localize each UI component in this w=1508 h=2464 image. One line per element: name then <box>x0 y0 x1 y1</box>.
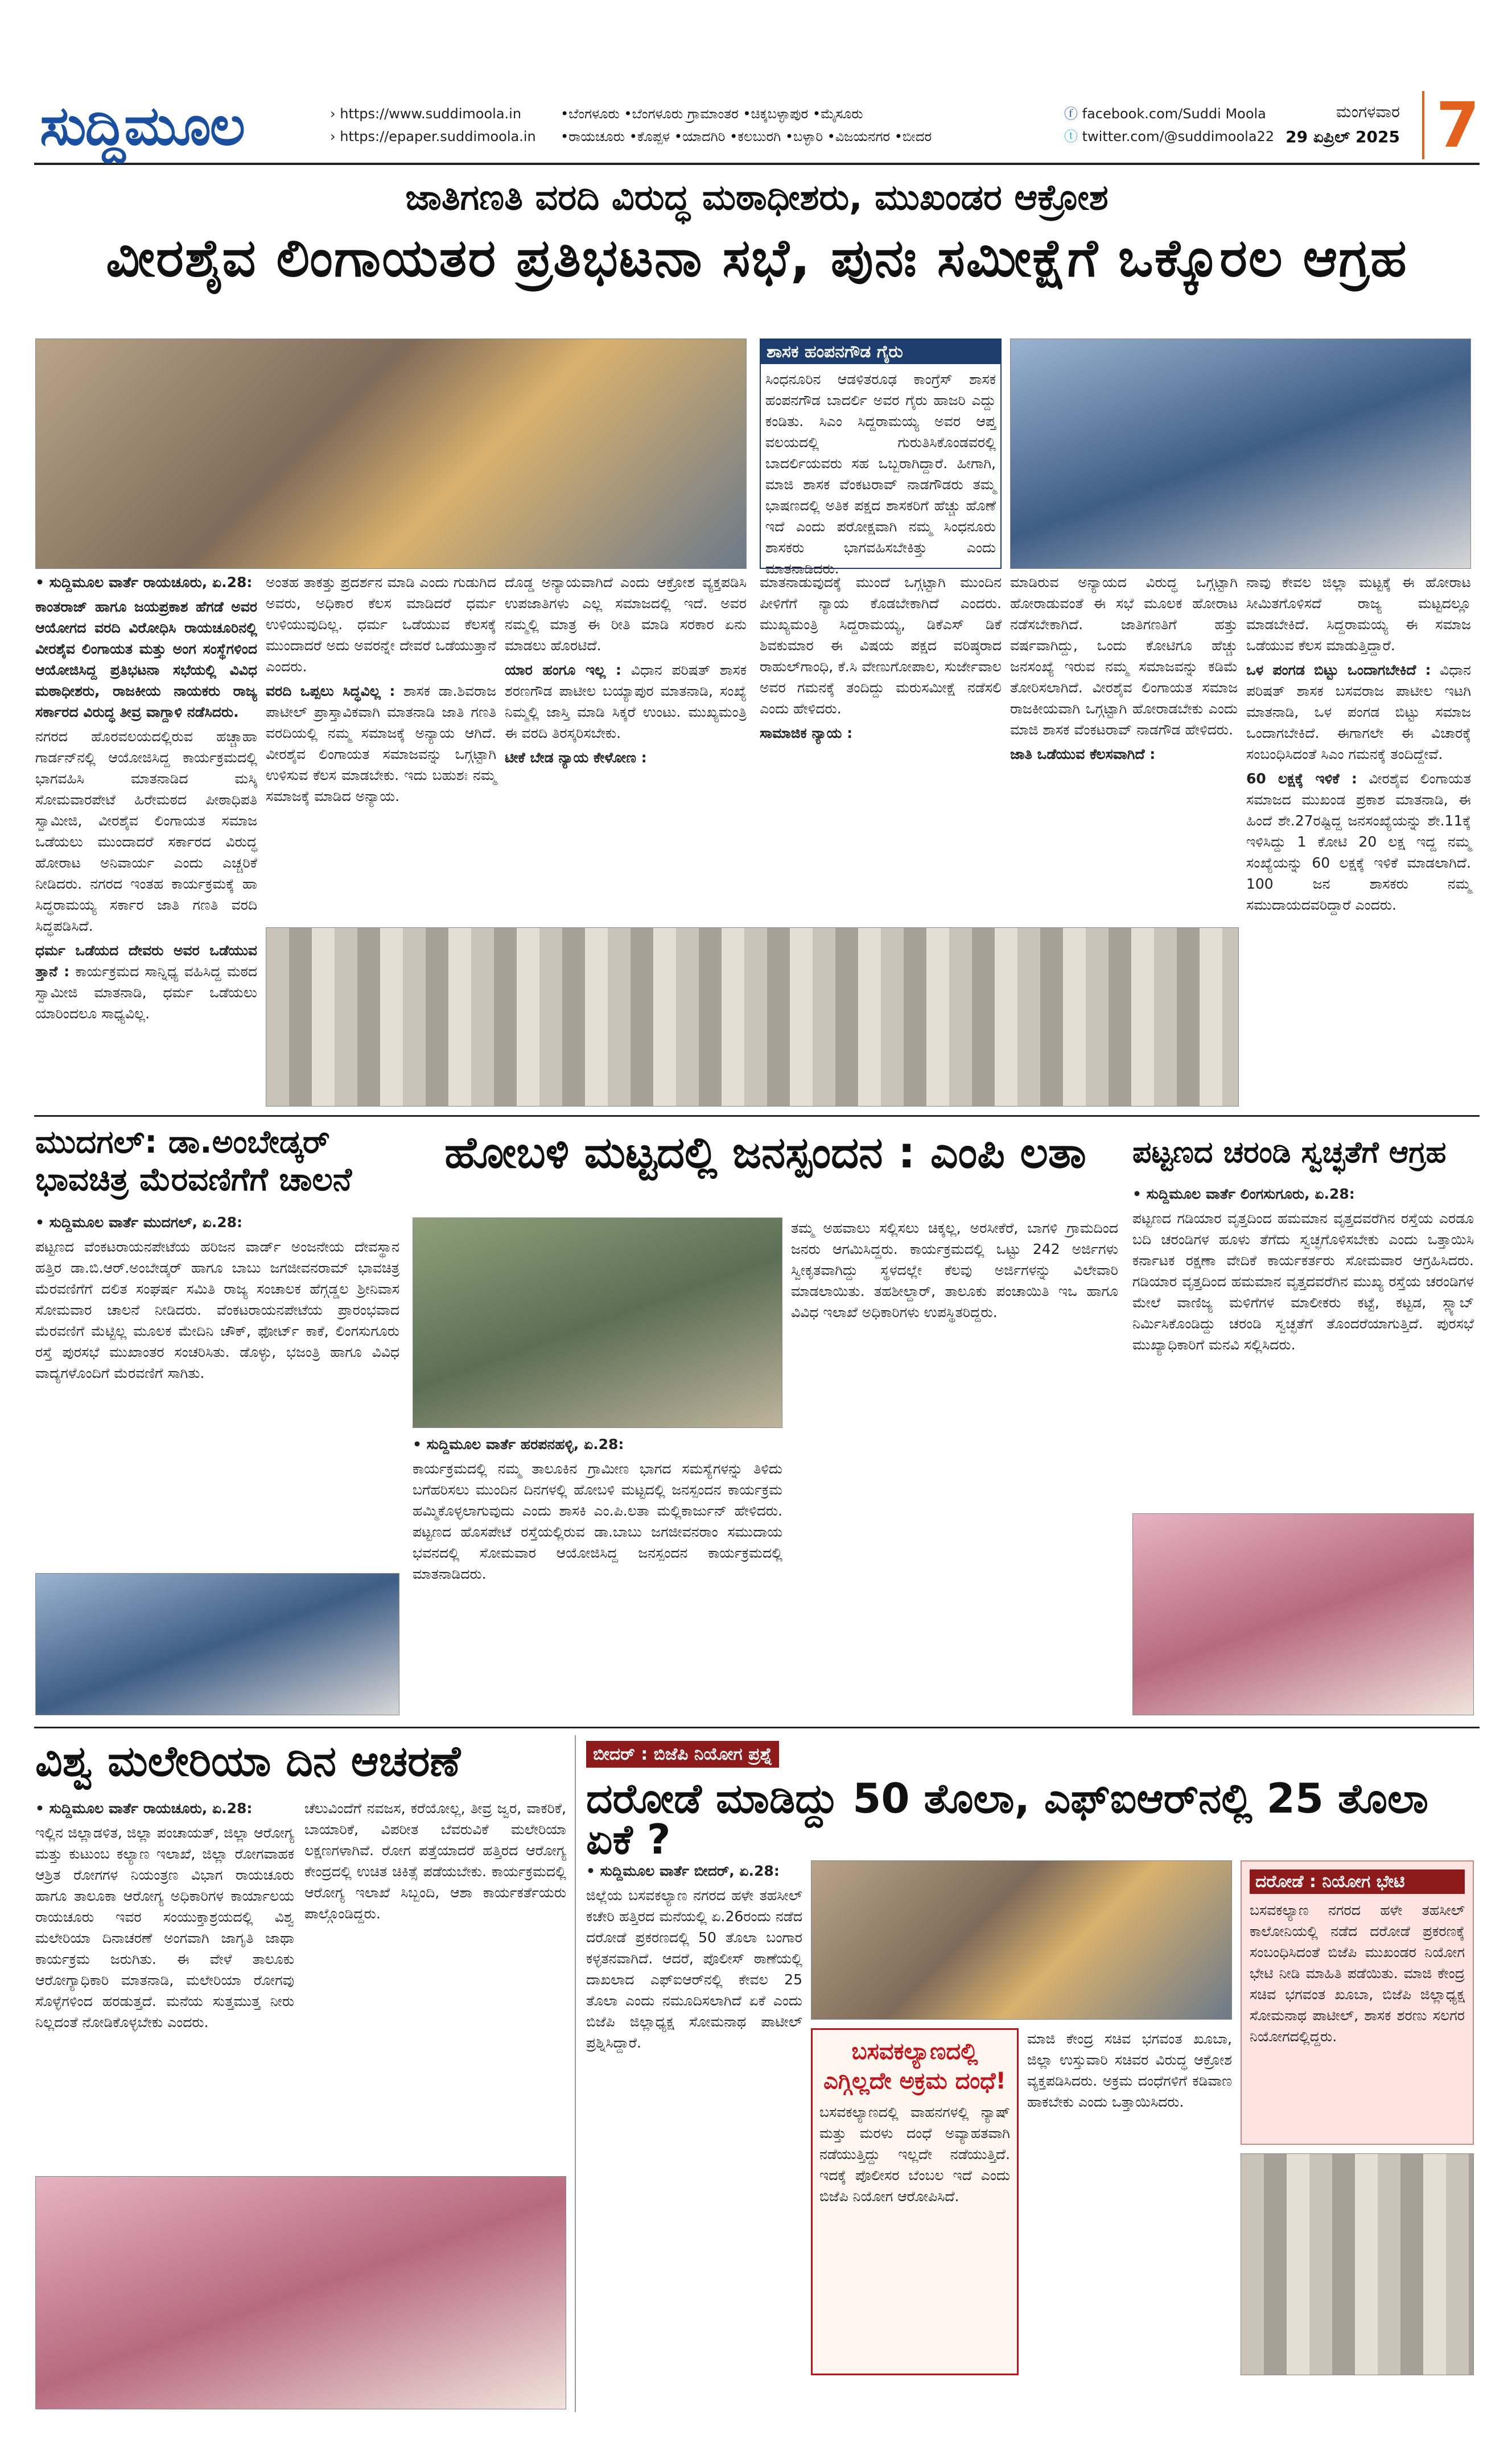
bidar-visit-box <box>1241 1860 1474 2145</box>
facebook-link[interactable]: facebook.com/Suddi Moola <box>1082 106 1266 122</box>
janaspandana-headline: ಹೋಬಳಿ ಮಟ್ಟದಲ್ಲಿ ಜನಸ್ಪಂದನ : ಎಂಪಿ ಲತಾ <box>444 1127 1086 1178</box>
lead-photo-rally <box>1010 339 1471 569</box>
mudagal-text: ಪಟ್ಟಣದ ವೆಂಕಟರಾಯನಪೇಟೆಯ ಹರಿಜನ ವಾರ್ಡ್ ಅಂಜನೇಯ ದೇವಸ್ಥಾನ ಹತ್ತಿರ ಡಾ.ಬಿ.ಆರ್.ಅಂಬೇಡ್ಕರ್ ಹಾಗೂ ಬಾಬು ಜಗಜೀವನರಾಮ್ ಭಾವಚಿತ್ರ ಮೆರವಣಿಗೆಗೆ ದಲಿತ ಸಂಘರ್ಷ ಸಮಿತಿ ರಾಜ್ಯ ಸಂಚಾಲಕ ಹೆಗ್ಗಡ್ಡಲ ಶ್ರೀನಿವಾಸ ಸೋಮವಾರ ಚಾಲನೆ ನೀಡಿದರು. ವೆಂಕಟರಾಯನಪೇಟೆಯ ಪ್ರಾರಂಭವಾದ ಮೆರವಣಿಗೆ ಮೆಟ್ಟಿಲ್ಲ ಮೂಲಕ ಮೇದಿನಿ ಚೌಕ್, ಫೋರ್ಟ್ ಕಾಕೆ, ಲಿಂಗಸುಗೂರು ರಸ್ತೆ ಪುರಸಭೆ ಮುಖಾಂತರ ಸಂಚರಿಸಿತು. ಡೊಳ್ಳು, ಭಜಂತ್ರಿ ಹಾಗೂ ವಿವಿಧ ವಾದ್ಯಗಳೊಂದಿಗೆ ಮೆರವಣಿಗೆ ಸಾಗಿತು. <box>35 1239 399 1381</box>
lead-col1-text: ನಗರದ ಹೊರವಲಯದಲ್ಲಿರುವ ಹಚ್ಚಾಹಾ ಗಾರ್ಡನ್‌ನಲ್ಲಿ ಆಯೋಜಿಸಿದ್ದ ಕಾರ್ಯಕ್ರಮದಲ್ಲಿ ಭಾಗವಹಿಸಿ ಮಾತನಾಡಿದ ಮಸ್ಕಿ ಸೋಮವಾರಪೇಟೆ ಹಿರೇಮಠದ ಪೀಠಾಧಿಪತಿ ಸ್ವಾಮೀಜಿ, ವೀರಶೈವ ಲಿಂಗಾಯತ ಸಮಾಜ ಒಡೆಯಲು ಮುಂದಾದರೆ ಸರ್ಕಾರದ ವಿರುದ್ಧ ಹೋರಾಟ ಅನಿವಾರ್ಯ ಎಂದು ಎಚ್ಚರಿಕೆ ನೀಡಿದರು. ನಗರದ ಇಂತಹ ಕಾರ್ಯಕ್ರಮಕ್ಕೆ ಹಾ ಸಿದ್ಧರಾಮಯ್ಯ ಸರ್ಕಾರ ಜಾತಿ ಗಣತಿ ವರದಿ ಸಿದ್ಧಪಡಿಸಿದೆ. <box>35 728 257 934</box>
social-links <box>1064 102 1274 148</box>
newspaper-logo: ಸುದ್ದಿಮೂಲ <box>40 94 245 158</box>
drainage-text: ಪಟ್ಟಣದ ಗಡಿಯಾರ ವೃತ್ತದಿಂದ ಹಮಮಾನ ವೃತ್ತದವರೆಗಿನ ರಸ್ತೆಯ ಎರಡೂ ಬದಿ ಚರಂಡಿಗಳ ಹೂಳು ತೆಗೆದು ಸ್ವಚ್ಛಗೊಳಿಸಬೇಕು ಎಂದು ಒತ್ತಾಯಿಸಿ ಕರ್ನಾಟಕ ರಕ್ಷಣಾ ವೇದಿಕೆ ಕಾರ್ಯಕರ್ತರು ಸೋಮವಾರ ಆಗ್ರಹಿಸಿದರು. ಗಡಿಯಾರ ವೃತ್ತದಿಂದ ಹಮಮಾನ ವೃತ್ತದವರೆಗಿನ ಮುಖ್ಯ ರಸ್ತೆಯ ಚರಂಡಿಗಳ ಮೇಲೆ ವಾಣಿಜ್ಯ ಮಳಿಗೆಗಳ ಮಾಲೀಕರು ಕಟ್ಟೆ, ಕಟ್ಟಡ, ಸ್ಲ್ಯಾಬ್ ನಿರ್ಮಿಸಿಕೊಂಡಿದ್ದು ಚರಂಡಿ ಸ್ವಚ್ಛತೆಗೆ ತೊಂದರೆಯಾಗುತ್ತಿದೆ. ಪುರಸಭೆ ಮುಖ್ಯಾಧಿಕಾರಿಗೆ ಮನವಿ ಸಲ್ಲಿಸಿದರು. <box>1132 1210 1474 1353</box>
lead-column-1 <box>35 572 257 1107</box>
column-rule <box>575 1735 576 2412</box>
malaria-text: ಇಲ್ಲಿನ ಜಿಲ್ಲಾಡಳಿತ, ಜಿಲ್ಲಾ ಪಂಚಾಯತ್, ಜಿಲ್ಲಾ ಆರೋಗ್ಯ ಮತ್ತು ಕುಟುಂಬ ಕಲ್ಯಾಣ ಇಲಾಖೆ, ಜಿಲ್ಲಾ ರೋಗವಾಹಕ ಆಶ್ರಿತ ರೋಗಗಳ ನಿಯಂತ್ರಣ ವಿಭಾಗ ರಾಯಚೂರು ಹಾಗೂ ತಾಲೂಕಾ ಆರೋಗ್ಯ ಅಧಿಕಾರಿಗಳ ಕಾರ್ಯಾಲಯ ರಾಯಚೂರು ಇವರ ಸಂಯುಕ್ತಾಶ್ರಯದಲ್ಲಿ ವಿಶ್ವ ಮಲೇರಿಯಾ ದಿನಾಚರಣೆ ಅಂಗವಾಗಿ ಜಾಗೃತಿ ಜಾಥಾ ಕಾರ್ಯಕ್ರಮ ಜರುಗಿತು. ಈ ವೇಳೆ ತಾಲೂಕು ಆರೋಗ್ಯಾಧಿಕಾರಿ ಮಾತನಾಡಿ, ಮಲೇರಿಯಾ ರೋಗವು ಸೊಳ್ಳೆಗಳಿಂದ ಹರಡುತ್ತದೆ. ಮನೆಯ ಸುತ್ತಮುತ್ತ ನೀರು ನಿಲ್ಲದಂತೆ ನೋಡಿಕೊಳ್ಳಬೇಕು ಎಂದರು. <box>35 1825 294 2030</box>
lead-subhead-6: ಜಾತಿ ಒಡೆಯುವ ಕೆಲಸವಾಗಿದೆ : <box>1010 746 1156 762</box>
cities-row-1: •ಬೆಂಗಳೂರು •ಬೆಂಗಳೂರು ಗ್ರಾಮಾಂತರ •ಚಿಕ್ಕಬಳ್ಳಾಪುರ •ಮೈಸೂರು <box>561 106 863 122</box>
lead-col6-text: ನಾವು ಕೇವಲ ಜಿಲ್ಲಾ ಮಟ್ಟಕ್ಕೆ ಈ ಹೋರಾಟ ಸೀಮಿತಗೊಳಿಸದೆ ರಾಜ್ಯ ಮಟ್ಟದಲ್ಲೂ ಮಾಡಬೇಕಿದೆ. ಸಿದ್ದರಾಮಯ್ಯ ಈ ಸಮಾಜ ಒಡೆಯುವ ಕೆಲಸ ಮಾಡುತ್ತಿದ್ದಾರೆ. <box>1246 574 1471 654</box>
epaper-link[interactable]: https://epaper.suddimoola.in <box>340 129 536 145</box>
bidar-visit-heading: ದರೋಡೆ : ನಿಯೋಗ ಭೇಟಿ <box>1250 1869 1465 1894</box>
bidar-col-1 <box>586 1860 802 2372</box>
mudagal-photo-procession <box>35 1573 399 1715</box>
lead-col4b-text: ಮಾತನಾಡುವುದಕ್ಕೆ ಮುಂದೆ ಒಗ್ಗಟ್ಟಾಗಿ ಮುಂದಿನ ಪೀಳಿಗೆಗೆ ನ್ಯಾಯ ಕೊಡಬೇಕಾಗಿದೆ ಎಂದರು. ಮುಖ್ಯಮಂತ್ರಿ ಸಿದ್ದರಾಮಯ್ಯ, ಡಿಕೆಎಸ್ ಡಿಕೆ ಶಿವಕುಮಾರ ಈ ವಿಷಯ ಪಕ್ಷದ ವರಿಷ್ಠರಾದ ರಾಹುಲ್‌ಗಾಂಧಿ, ಕೆ.ಸಿ ವೇಣುಗೋಪಾಲ, ಸುರ್ಜೇವಾಲ ಅವರ ಗಮನಕ್ಕೆ ತಂದಿದ್ದು ಮರುಸಮೀಕ್ಷೆ ನಡೆಸಲಿ ಎಂದು ಹೇಳಿದರು. <box>760 574 1002 717</box>
bidar-quote-box <box>811 2028 1019 2375</box>
cities-row-2: •ರಾಯಚೂರು •ಕೊಪ್ಪಳ •ಯಾದಗಿರಿ •ಕಲಬುರಗಿ •ಬಳ್ಳಾರಿ •ವಿಜಯನಗರ •ಬೀದರ <box>561 129 932 145</box>
lead-subhead-1: ಧರ್ಮ ಒಡೆಯದ ದೇವರು ಅವರ ಒಡೆಯುವ ತ್ತಾನೆ : <box>35 942 257 980</box>
janaspandana-dateline: • ಸುದ್ದಿಮೂಲ ವಾರ್ತೆ ಹರಪನಹಳ್ಳಿ, ಏ.28: <box>413 1436 624 1452</box>
malaria-dateline: • ಸುದ್ದಿಮೂಲ ವಾರ್ತೆ ರಾಯಚೂರು, ಏ.28: <box>35 1800 253 1817</box>
bidar-visit-text: ಬಸವಕಲ್ಯಾಣ ನಗರದ ಹಳೇ ತಹಸೀಲ್ ಕಾಲೋನಿಯಲ್ಲಿ ನಡೆದ ದರೋಡೆ ಪ್ರಕರಣಕ್ಕೆ ಸಂಬಂಧಿಸಿದಂತೆ ಬಿಜೆಪಿ ಮುಖಂಡರ ನಿಯೋಗ ಭೇಟಿ ನೀಡಿ ಮಾಹಿತಿ ಪಡೆಯಿತು. ಮಾಜಿ ಕೇಂದ್ರ ಸಚಿವ ಭಗವಂತ ಖೂಬಾ, ಬಿಜೆಪಿ ಜಿಲ್ಲಾಧ್ಯಕ್ಷ ಸೋಮನಾಥ ಪಾಟೀಲ್, ಶಾಸಕ ಶರಣು ಸಲಗರ ನಿಯೋಗದಲ್ಲಿದ್ದರು. <box>1250 1902 1465 2045</box>
bidar-photo-leaders <box>811 1860 1232 2020</box>
sidebar-hampanagouda <box>760 339 1002 577</box>
issue-day: ಮಂಗಳವಾರ <box>1336 102 1400 121</box>
lead-col6b-text: ವಿಧಾನ ಪರಿಷತ್ ಶಾಸಕ ಬಸವರಾಜ ಪಾಟೀಲ ಇಟಗಿ ಮಾತನಾಡಿ, ಒಳ ಪಂಗಡ ಬಿಟ್ಟು ಸಮಾಜ ಒಂದಾಗಬೇಕಿದೆ. ಈಗಾಗಲೇ ಈ ವಿಚಾರಕ್ಕೆ ಸಂಬಂಧಿಸಿದಂತೆ ಸಿಎಂ ಗಮನಕ್ಕೆ ತಂದಿದ್ದೇವೆ. <box>1246 662 1471 762</box>
lead-subhead-2: ವರದಿ ಒಪ್ಪಲು ಸಿದ್ಧವಿಲ್ಲ : <box>266 683 395 699</box>
sidebar-body: ಸಿಂಧನೂರಿನ ಆಡಳಿತರೂಢ ಕಾಂಗ್ರೆಸ್ ಶಾಸಕ ಹಂಪನಗೌಡ ಬಾದರ್ಲಿ ಅವರ ಗೈರು ಹಾಜರಿ ಎದ್ದು ಕಂಡಿತು. ಸಿಎಂ ಸಿದ್ದರಾಮಯ್ಯ ಅವರ ಆಪ್ತ ವಲಯದಲ್ಲಿ ಗುರುತಿಸಿಕೊಂಡವರಲ್ಲಿ ಬಾದರ್ಲಿಯವರು ಸಹ ಒಬ್ಬರಾಗಿದ್ದಾರೆ. ಹೀಗಾಗಿ, ಮಾಜಿ ಶಾಸಕ ವೆಂಕಟರಾವ್ ನಾಡಗೌಡರು ತಮ್ಮ ಭಾಷಣದಲ್ಲಿ ಅತಿಕ ಪಕ್ಷದ ಶಾಸಕರಿಗೆ ಹೆಚ್ಚು ಹೊಣೆ ಇದೆ ಎಂದು ಪರೋಕ್ಷವಾಗಿ ನಮ್ಮ ಸಿಂಧನೂರು ಶಾಸಕರು ಭಾಗವಹಿಸಬೇಕಿತ್ತು ಎಂದು ಮಾತನಾಡಿದರು. <box>765 371 996 577</box>
janaspandana-text-2: ತಮ್ಮ ಅಹವಾಲು ಸಲ್ಲಿಸಲು ಚಿಕ್ಕಲ್ಲ, ಅರಸೀಕೆರೆ, ಬಾಗಳಿ ಗ್ರಾಮದಿಂದ ಜನರು ಆಗಮಿಸಿದ್ದರು. ಕಾರ್ಯಕ್ರಮದಲ್ಲಿ ಒಟ್ಟು 242 ಅರ್ಜಿಗಳು ಸ್ವೀಕೃತವಾಗಿದ್ದು ಸ್ಥಳದಲ್ಲೇ ಕೆಲವು ಅರ್ಜಿಗಳನ್ನು ವಿಲೇವಾರಿ ಮಾಡಲಾಯಿತು. ತಹಶೀಲ್ದಾರ್, ತಾಲೂಕು ಪಂಚಾಯಿತಿ ಇಒ ಹಾಗೂ ವಿವಿಧ ಇಲಾಖೆ ಅಧಿಕಾರಿಗಳು ಉಪಸ್ಥಿತರಿದ್ದರು. <box>791 1220 1118 1320</box>
website-links <box>330 102 536 148</box>
issue-date <box>1285 100 1400 150</box>
lead-col2b-text: ಶಾಸಕ ಡಾ.ಶಿವರಾಜ ಪಾಟೀಲ್ ಪ್ರಾಸ್ತಾವಿಕವಾಗಿ ಮಾತನಾಡಿ ಜಾತಿ ಗಣತಿ ವರದಿಯಲ್ಲಿ ನಮ್ಮ ಸಮಾಜಕ್ಕೆ ಅನ್ಯಾಯ ಆಗಿದೆ. ವೀರಶೈವ ಲಿಂಗಾಯತ ಸಮಾಜವನ್ನು ಒಗ್ಗಟ್ಟಾಗಿ ಉಳಿಸುವ ಕೆಲಸ ಮಾಡಬೇಕು. ಇದು ಬಹುಶಃ ನಮ್ಮ ಸಮಾಜಕ್ಕೆ ಮಾಡಿದ ಅನ್ಯಾಯ. <box>266 683 497 804</box>
malaria-col-2 <box>304 1798 566 2168</box>
malaria-headline: ವಿಶ್ವ ಮಲೇರಿಯಾ ದಿನ ಆಚರಣೆ <box>35 1737 461 1786</box>
page-number: 7 <box>1422 91 1480 159</box>
mudagal-dateline: • ಸುದ್ದಿಮೂಲ ವಾರ್ತೆ ಮುದಗಲ್, ಏ.28: <box>35 1214 243 1231</box>
drainage-dateline: • ಸುದ್ದಿಮೂಲ ವಾರ್ತೆ ಲಿಂಗಸುಗೂರು, ಏ.28: <box>1132 1186 1355 1202</box>
lead-col1b-text: ಕಾರ್ಯಕ್ರಮದ ಸಾನ್ನಿಧ್ಯ ವಹಿಸಿದ್ದ ಮಠದ ಸ್ವಾಮೀಜಿ ಮಾತನಾಡಿ, ಧರ್ಮ ಒಡೆಯಲು ಯಾರಿಂದಲೂ ಸಾಧ್ಯವಿಲ್ಲ. <box>35 963 258 1022</box>
lead-col2-text: ಅಂತಹ ತಾಕತ್ತು ಪ್ರದರ್ಶನ ಮಾಡಿ ಎಂದು ಗುಡುಗಿದ ಅವರು, ಅಧಿಕಾರ ಕೆಲಸ ಮಾಡಿದರೆ ಧರ್ಮ ಉಳಿಯುವುದಿಲ್ಲ. ಧರ್ಮ ಒಡೆಯುವ ಕೆಲಸಕ್ಕೆ ಮುಂದಾದರೆ ಅದು ಅವರನ್ನೇ ದೇವರೆ ಒಡೆಯುತ್ತಾನೆ ಎಂದರು. <box>266 574 496 675</box>
twitter-link[interactable]: twitter.com/@suddimoola22 <box>1082 129 1275 145</box>
janaspandana-col-right <box>791 1217 1118 1718</box>
bidar-text-1: ಜಿಲ್ಲೆಯ ಬಸವಕಲ್ಯಾಣ ನಗರದ ಹಳೇ ತಹಸೀಲ್ ಕಚೇರಿ ಹತ್ತಿರದ ಮನೆಯಲ್ಲಿ ಏ.26ರಂದು ನಡೆದ ದರೋಡೆ ಪ್ರಕರಣದಲ್ಲಿ 50 ತೊಲಾ ಬಂಗಾರ ಕಳ್ಳತನವಾಗಿದೆ. ಆದರೆ, ಪೊಲೀಸ್ ಠಾಣೆಯಲ್ಲಿ ದಾಖಲಾದ ಎಫ್‌ಐಆರ್‌ನಲ್ಲಿ ಕೇವಲ 25 ತೊಲಾ ಎಂದು ನಮೂದಿಸಲಾಗಿದೆ ಏಕೆ ಎಂದು ಬಿಜೆಪಿ ಜಿಲ್ಲಾಧ್ಯಕ್ಷ ಸೋಮನಾಥ ಪಾಟೀಲ್ ಪ್ರಶ್ನಿಸಿದ್ದಾರೆ. <box>586 1887 802 2051</box>
lead-subhead-5: ಸಾಮಾಜಿಕ ನ್ಯಾಯ : <box>760 725 853 741</box>
lead-col6c-text: ವೀರಶೈವ ಲಿಂಗಾಯತ ಸಮಾಜದ ಮುಖಂಡ ಪ್ರಕಾಶ ಮಾತನಾಡಿ, ಈ ಹಿಂದೆ ಶೇ.27ರಷ್ಟಿದ್ದ ಜನಸಂಖ್ಯೆಯನ್ನು ಶೇ.11ಕ್ಕೆ ಇಳಿಸಿದ್ದು 1 ಕೋಟಿ 20 ಲಕ್ಷ ಇದ್ದ ನಮ್ಮ ಸಂಖ್ಯೆಯನ್ನು 60 ಲಕ್ಷಕ್ಕೆ ಇಳಿಕೆ ಮಾಡಲಾಗಿದೆ. 100 ಜನ ಶಾಸಕರು ನಮ್ಮ ಸಮುದಾಯದವರಿದ್ದಾರೆ ಎಂದರು. <box>1246 770 1471 913</box>
malaria-text-2: ಚೆಲುವಿಂದೆಗೆ ನವಜಸ, ಕರೆಯೋಲ್ಲ, ತೀವ್ರ ಜ್ವರ, ವಾಕರಿಕೆ, ಬಾಯಾರಿಕೆ, ವಿಪರೀತ ಬೆವರುವಿಕೆ ಮಲೇರಿಯಾ ಲಕ್ಷಣಗಳಾಗಿವೆ. ರೋಗ ಪತ್ತೆಯಾದರೆ ಹತ್ತಿರದ ಆರೋಗ್ಯ ಕೇಂದ್ರದಲ್ಲಿ ಉಚಿತ ಚಿಕಿತ್ಸೆ ಪಡೆಯಬೇಕು. ಕಾರ್ಯಕ್ರಮದಲ್ಲಿ ಆರೋಗ್ಯ ಇಲಾಖೆ ಸಿಬ್ಬಂದಿ, ಆಶಾ ಕಾರ್ಯಕರ್ತೆಯರು ಪಾಲ್ಗೊಂಡಿದ್ದರು. <box>304 1800 566 1922</box>
lead-column-5 <box>1010 572 1238 924</box>
lead-kicker: ಜಾತಿಗಣತಿ ವರದಿ ವಿರುದ್ಧ ಮಠಾಧೀಶರು, ಮುಖಂಡರ ಆಕ್ರೋಶ <box>405 176 1109 218</box>
janaspandana-photo-1 <box>413 1217 782 1428</box>
link-arrow-icon: › <box>330 106 340 122</box>
lead-subhead-7: ಒಳ ಪಂಗಡ ಬಿಟ್ಟು ಒಂದಾಗಬೇಕಿದೆ : <box>1246 662 1431 678</box>
bidar-dateline: • ಸುದ್ದಿಮೂಲ ವಾರ್ತೆ ಬೀದರ್, ಏ.28: <box>586 1863 780 1879</box>
twitter-icon: ⓣ <box>1064 129 1078 145</box>
malaria-col-1 <box>35 1798 294 2168</box>
lead-col5-text: ಮಾಡಿರುವ ಅನ್ಯಾಯದ ವಿರುದ್ಧ ಒಗ್ಗಟ್ಟಾಗಿ ಹೋರಾಡುವಂತೆ ಈ ಸಭೆ ಮೂಲಕ ಹೋರಾಟ ನಡೆಸಬೇಕಾಗಿದೆ. ಜಾತಿಗಣತಿಗೆ ಹತ್ತು ವರ್ಷವಾಗಿದ್ದು, ಒಂದು ಕೋಟಿಗೂ ಹೆಚ್ಚು ಜನಸಂಖ್ಯೆ ಇರುವ ನಮ್ಮ ಸಮಾಜವನ್ನು ಕಡಿಮೆ ತೋರಿಸಲಾಗಿದೆ. ವೀರಶೈವ ಲಿಂಗಾಯತ ಸಮಾಜ ರಾಜಕೀಯವಾಗಿ ಒಗ್ಗಟ್ಟಾಗಿ ಹೋರಾಡಬೇಕು ಎಂದು ಮಾಜಿ ಶಾಸಕ ವೆಂಕಟರಾವ್ ನಾಡಗೌಡ ಹೇಳಿದರು. <box>1010 574 1238 738</box>
bidar-text-2: ಮಾಜಿ ಕೇಂದ್ರ ಸಚಿವ ಭಗವಂತ ಖೂಬಾ, ಜಿಲ್ಲಾ ಉಸ್ತುವಾರಿ ಸಚಿವರ ವಿರುದ್ಧ ಆಕ್ರೋಶ ವ್ಯಕ್ತಪಡಿಸಿದರು. ಅಕ್ರಮ ದಂಧೆಗಳಿಗೆ ಕಡಿವಾಣ ಹಾಕಬೇಕು ಎಂದು ಒತ್ತಾಯಿಸಿದರು. <box>1027 2030 1232 2110</box>
bidar-col-3 <box>1027 2028 1232 2375</box>
lead-column-6 <box>1246 572 1471 1107</box>
section-divider <box>34 1115 1480 1117</box>
bidar-headline: ದರೋಡೆ ಮಾಡಿದ್ದು 50 ತೊಲಾ, ಎಫ್‌ಐಆರ್‌ನಲ್ಲಿ 25 ತೊಲಾ ಏಕೆ ? <box>586 1774 1429 1863</box>
lead-col3-text: ದೊಡ್ಡ ಅನ್ಯಾಯವಾಗಿದೆ ಎಂದು ಆಕ್ರೋಶ ವ್ಯಕ್ತಪಡಿಸಿ ಉಪಜಾತಿಗಳು ಎಲ್ಲ ಸಮಾಜದಲ್ಲಿ ಇದೆ. ಅವರ ನಮ್ಮಲ್ಲಿ ಮಾತ್ರ ಈ ರೀತಿ ಮಾಡಿ ಸರಕಾರ ಏನು ಮಾಡಲು ಹೊರಟಿದೆ. <box>505 574 747 654</box>
drainage-body <box>1132 1183 1474 1502</box>
mudagal-body <box>35 1212 399 1565</box>
website-link[interactable]: https://www.suddimoola.in <box>340 106 522 122</box>
lead-dateline: • ಸುದ್ದಿಮೂಲ ವಾರ್ತೆ ರಾಯಚೂರು, ಏ.28: <box>35 574 253 591</box>
bidar-photo-2 <box>1241 2153 1474 2375</box>
edition-cities <box>561 102 1061 148</box>
mudagal-headline: ಮುದಗಲ್: ಡಾ.ಅಂಬೇಡ್ಕರ್ ಭಾವಚಿತ್ರ ಮೆರವಣಿಗೆಗೆ ಚಾಲನೆ <box>35 1124 352 1198</box>
bidar-quote-text: ಬಸವಕಲ್ಯಾಣದಲ್ಲಿ ವಾಹನಗಳಲ್ಲಿ ನ್ಯಾಷ್ ಮತ್ತು ಮರಳು ದಂಧೆ ಅವ್ಯಾಹತವಾಗಿ ನಡೆಯುತ್ತಿದ್ದು ಇಲ್ಲದೇ ನಡೆಯುತ್ತಿದೆ. ಇದಕ್ಕೆ ಪೊಲೀಸರ ಬೆಂಬಲ ಇದೆ ಎಂದು ಬಿಜೆಪಿ ನಿಯೋಗ ಆರೋಪಿಸಿದೆ. <box>819 2104 1010 2205</box>
lead-subhead-4: ಟೀಕೆ ಬೇಡ ನ್ಯಾಯ ಕೇಳೋಣ : <box>505 749 647 766</box>
drainage-photo <box>1132 1513 1474 1715</box>
lead-headline: ವೀರಶೈವ ಲಿಂಗಾಯತರ ಪ್ರತಿಭಟನಾ ಸಭೆ, ಪುನಃ ಸಮೀಕ್ಷೆಗೆ ಒಕ್ಕೊರಲ ಆಗ್ರಹ <box>106 228 1408 288</box>
lead-photo-audience <box>266 927 1239 1107</box>
drainage-headline: ಪಟ್ಟಣದ ಚರಂಡಿ ಸ್ವಚ್ಛತೆಗೆ ಆಗ್ರಹ <box>1132 1136 1447 1170</box>
sidebar-heading: ಶಾಸಕ ಹಂಪನಗೌಡ ಗೈರು <box>761 340 1000 364</box>
lead-subhead-3: ಯಾರ ಹಂಗೂ ಇಲ್ಲ : <box>505 662 621 678</box>
malaria-photo-awareness <box>35 2176 566 2409</box>
issue-date-text: 29 ಏಪ್ರಿಲ್ 2025 <box>1285 127 1400 146</box>
link-arrow-icon: › <box>330 129 340 145</box>
lead-intro: ಕಾಂತರಾಜ್ ಹಾಗೂ ಜಯಪ್ರಕಾಶ ಹೆಗಡೆ ಅವರ ಆಯೋಗದ ವರದಿ ವಿರೋಧಿಸಿ ರಾಯಚೂರಿನಲ್ಲಿ ವೀರಶೈವ ಲಿಂಗಾಯತ ಮತ್ತು ಅಂಗ ಸಂಸ್ಥೆಗಳಿಂದ ಆಯೋಜಿಸಿದ್ದ ಪ್ರತಿಭಟನಾ ಸಭೆಯಲ್ಲಿ ವಿವಿಧ ಮಠಾಧೀಶರು, ರಾಜಕೀಯ ನಾಯಕರು ರಾಜ್ಯ ಸರ್ಕಾರದ ವಿರುದ್ಧ ತೀವ್ರ ವಾಗ್ದಾಳಿ ನಡೆಸಿದರು. <box>35 599 257 720</box>
bidar-tag: ಬೀದರ್ : ಬಿಜೆಪಿ ನಿಯೋಗ ಪ್ರಶ್ನೆ <box>586 1741 779 1768</box>
section-divider-2 <box>34 1727 1480 1728</box>
lead-column-4 <box>760 572 1002 924</box>
lead-column-3 <box>505 572 747 924</box>
lead-column-2 <box>266 572 496 924</box>
lead-col3b-text: ವಿಧಾನ ಪರಿಷತ್ ಶಾಸಕ ಶರಣಗೌಡ ಪಾಟೀಲ ಬಯ್ಯಾಪುರ ಮಾತನಾಡಿ, ಸಂಖ್ಯೆ ನಿಮ್ಮಲ್ಲಿ ಜಾಸ್ತಿ ಮಾಡಿ ಸಿಕ್ಕರೆ ಉಂಟು. ಮುಖ್ಯಮಂತ್ರಿ ಈ ವರದಿ ತಿರಸ್ಕರಿಸಬೇಕು. <box>505 662 747 741</box>
lead-subhead-8: 60 ಲಕ್ಷಕ್ಕೆ ಇಳಿಕೆ : <box>1246 770 1357 787</box>
janaspandana-text-1: ಕಾರ್ಯಕ್ರಮದಲ್ಲಿ ನಮ್ಮ ತಾಲೂಕಿನ ಗ್ರಾಮೀಣ ಭಾಗದ ಸಮಸ್ಯೆಗಳನ್ನು ತಿಳಿದು ಬಗೆಹರಿಸಲು ಮುಂದಿನ ದಿನಗಳಲ್ಲಿ ಹೋಬಳಿ ಮಟ್ಟದಲ್ಲಿ ಜನಸ್ಪಂದನ ಕಾರ್ಯಕ್ರಮ ಹಮ್ಮಿಕೊಳ್ಳಲಾಗುವುದು ಎಂದು ಶಾಸಕಿ ಎಂ.ಪಿ.ಲತಾ ಮಲ್ಲಿಕಾರ್ಜುನ್ ಹೇಳಿದರು. ಪಟ್ಟಣದ ಹೊಸಪೇಟೆ ರಸ್ತೆಯಲ್ಲಿರುವ ಡಾ.ಬಾಬು ಜಗಜೀವನರಾಂ ಸಮುದಾಯ ಭವನದಲ್ಲಿ ಸೋಮವಾರ ಆಯೋಜಿಸಿದ್ದ ಜನಸ್ಪಂದನ ಕಾರ್ಯಕ್ರಮದಲ್ಲಿ ಮಾತನಾಡಿದರು. <box>413 1460 782 1582</box>
lead-photo-seers <box>35 339 747 569</box>
janaspandana-col-left <box>413 1434 782 1718</box>
facebook-icon: ⓕ <box>1064 106 1078 122</box>
bidar-quote-heading: ಬಸವಕಲ್ಯಾಣದಲ್ಲಿ ಎಗ್ಗಿಲ್ಲದೇ ಅಕ್ರಮ ದಂಧೆ! <box>823 2038 1006 2094</box>
